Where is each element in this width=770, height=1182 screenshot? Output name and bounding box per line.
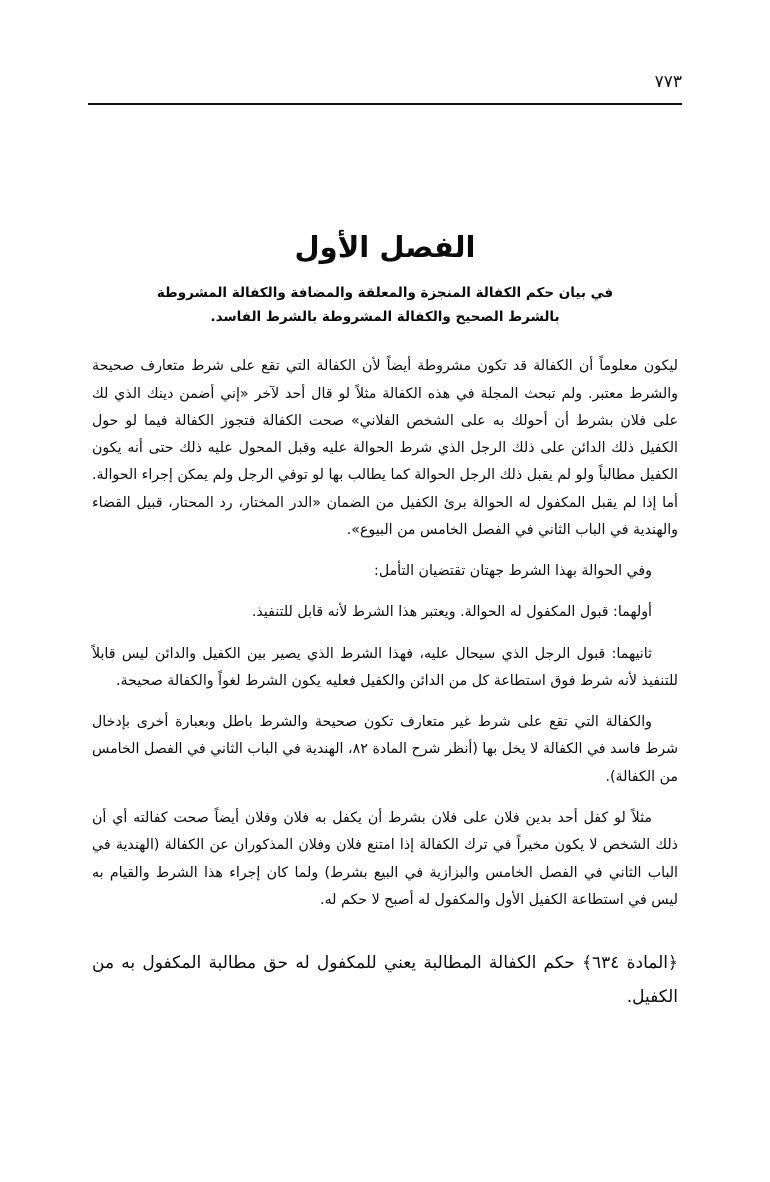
body-paragraph: ليكون معلوماً أن الكفالة قد تكون مشروطة أيضاً لأن الكفالة التي تقع على شرط متعارف صحيحة والشرط معتبر. ولم تبحث المجلة في هذه الكفالة مثلاً لو قال أحد لآخر «إني أضمن دينك الذي لك على فلان بشرط أن أحولك به على الشخص الفلاني» صحت الكفالة فتجوز الكفالة فيما لو حول الكفيل ذلك الدائن على ذلك الرجل الذي شرط الحوالة عليه وقبل المحول عليه ذلك حتى أنه يكون الكفيل مطالباً ولو لم يقبل ذلك الرجل الحوالة كما يطالب بها لو توفي الرجل ولم يمكن إجراء الحوالة. أما إذا لم يقبل المكفول له الحوالة برئ الكفيل من الضمان «الدر المختار، رد المحتار، قبيل القضاء والهندية في الباب الثاني في الفصل الخامس من البيوع». [92,358,678,538]
body-paragraph: أولهما: قبول المكفول له الحوالة. ويعتبر هذا الشرط لأنه قابل للتنفيذ. [251,604,652,621]
page-number: ٧٧٣ [654,72,682,92]
header-divider [88,103,682,105]
body-paragraph: مثلاً لو كفل أحد بدين فلان على فلان بشرط أن يكفل به فلان وفلان أيضاً صحت كفالته أي أن ذلك الشخص لا يكون مخيراً في ترك الكفالة إذا امتنع فلان وفلان المذكوران عن الكفالة (الهندية في الباب الثاني في الفصل الخامس والبزازية في البيع بشرط) ولما كان إجراء هذا الشرط والقيام به ليس في استطاعة الكفيل الأول والمكفول له أصبح لا حكم له. [92,809,678,908]
page-header [88,72,682,106]
body-paragraph: وفي الحوالة بهذا الشرط جهتان تقتضيان التأمل: [374,563,652,580]
body-paragraph: والكفالة التي تقع على شرط غير متعارف تكون صحيحة والشرط باطل وبعبارة أخرى بإدخال شرط فاسد في الكفالة لا يخل بها (أنظر شرح المادة ٨٢، الهندية في الباب الثاني في الفصل الخامس من الكفالة). [92,714,678,785]
article-heading: ﴿المادة ٦٣٤﴾ حكم الكفالة المطالبة يعني للمكفول له حق مطالبة المكفول به من الكفيل. [92,953,678,1008]
page-content [92,230,678,1014]
chapter-title: الفصل الأول [294,230,476,264]
chapter-subtitle: في بيان حكم الكفالة المنجزة والمعلقة والمضافة والكفالة المشروطة بالشرط الصحيح والكفالة المشروطة بالشرط الفاسد. [156,285,614,325]
body-paragraph: ثانيهما: قبول الرجل الذي سيحال عليه، فهذا الشرط الذي يصير بين الكفيل والدائن ليس قابلاً للتنفيذ لأنه شرط فوق استطاعة كل من الدائن والكفيل فعليه يكون الشرط لغواً والكفالة صحيحة. [92,645,678,689]
